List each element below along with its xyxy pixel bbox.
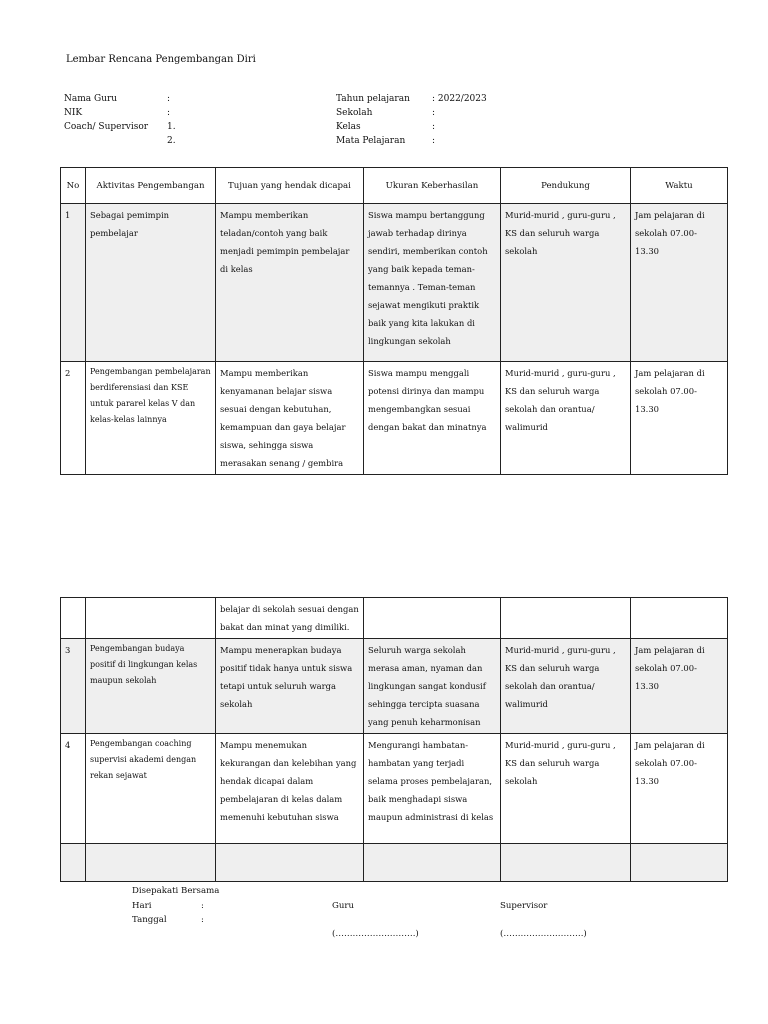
supervisor-signature-line: (……………………….)	[500, 929, 587, 939]
cell-tujuan: Mampu menemukan kekurangan dan kelebihan yang hendak dicapai dalam pembelajaran di kelas dalam memenuhi kebutuhan siswa	[216, 734, 364, 844]
header-no: No	[61, 168, 86, 204]
table-row	[61, 204, 728, 362]
cell-pendukung: Murid-murid , guru-guru , KS dan seluruh warga sekolah dan orantua/ walimurid	[501, 362, 631, 475]
hari-colon: :	[201, 901, 204, 911]
hari-label: Hari	[132, 901, 152, 911]
cell-ukuran: Siswa mampu bertanggung jawab terhadap dirinya sendiri, memberikan contoh yang baik kepada teman-temannya . Teman-teman sejawat mengikuti praktik baik yang kita lakukan di lingkungan sekolah	[364, 204, 501, 362]
value-tahun-pelajaran: : 2022/2023	[432, 94, 487, 104]
agreed-label: Disepakati Bersama	[132, 886, 220, 896]
label-nik: NIK	[64, 108, 83, 118]
tanggal-colon: :	[201, 915, 204, 925]
cell-aktivitas: Pengembangan coaching supervisi akademi dengan rekan sejawat	[86, 734, 216, 844]
cell-aktivitas: Pengembangan pembelajaran berdiferensiasi dan KSE untuk pararel kelas V dan kelas-kelas lainnya	[86, 362, 216, 475]
value-kelas: :	[432, 122, 436, 132]
document-title: Lembar Rencana Pengembangan Diri	[66, 54, 256, 65]
guru-label: Guru	[332, 901, 355, 911]
guru-signature-line: (……………………….)	[332, 929, 419, 939]
cell-aktivitas: Sebagai pemimpin pembelajar	[86, 204, 216, 362]
header-left-colons	[167, 92, 187, 148]
cell-no: 2	[61, 362, 86, 475]
cell-no: 4	[61, 734, 86, 844]
cell-tujuan-continuation: belajar di sekolah sesuai dengan bakat dan minat yang dimiliki.	[216, 598, 364, 639]
continuation-row	[61, 598, 728, 639]
table-row	[61, 734, 728, 844]
value-coach-2: 2.	[167, 136, 176, 146]
header-left-labels	[64, 92, 174, 148]
value-sekolah: :	[432, 108, 436, 118]
table-row	[61, 639, 728, 734]
header-right-values	[432, 92, 552, 148]
colon-nama-guru: :	[167, 94, 171, 104]
empty-row	[61, 844, 728, 882]
cell-aktivitas: Pengembangan budaya positif di lingkungan kelas maupun sekolah	[86, 639, 216, 734]
cell-tujuan: Mampu menerapkan budaya positif tidak hanya untuk siswa tetapi untuk seluruh warga sekolah	[216, 639, 364, 734]
cell-waktu: Jam pelajaran di sekolah 07.00- 13.30	[631, 204, 728, 362]
label-sekolah: Sekolah	[336, 108, 373, 118]
header-waktu: Waktu	[631, 168, 728, 204]
cell-pendukung: Murid-murid , guru-guru , KS dan seluruh warga sekolah dan orantua/ walimurid	[501, 639, 631, 734]
cell-waktu: Jam pelajaran di sekolah 07.00- 13.30	[631, 734, 728, 844]
cell-waktu: Jam pelajaran di sekolah 07.00- 13.30	[631, 362, 728, 475]
supervisor-label: Supervisor	[500, 901, 548, 911]
label-empty	[64, 134, 174, 148]
label-mata-pelajaran: Mata Pelajaran	[336, 136, 406, 146]
header-tujuan: Tujuan yang hendak dicapai	[216, 168, 364, 204]
cell-no: 1	[61, 204, 86, 362]
table-header-row	[61, 168, 728, 204]
colon-nik: :	[167, 108, 171, 118]
header-pendukung: Pendukung	[501, 168, 631, 204]
cell-ukuran: Siswa mampu menggali potensi dirinya dan mampu mengembangkan sesuai dengan bakat dan minatnya	[364, 362, 501, 475]
header-aktivitas: Aktivitas Pengembangan	[86, 168, 216, 204]
cell-ukuran: Seluruh warga sekolah merasa aman, nyaman dan lingkungan sangat kondusif sehingga tercipta suasana yang penuh keharmonisan	[364, 639, 501, 734]
value-coach-1: 1.	[167, 122, 176, 132]
table-row	[61, 362, 728, 475]
value-mata-pelajaran: :	[432, 136, 436, 146]
label-kelas: Kelas	[336, 122, 361, 132]
plan-table-page-1	[60, 167, 728, 475]
cell-no: 3	[61, 639, 86, 734]
header-right-labels	[336, 92, 436, 148]
plan-table-page-2	[60, 597, 728, 882]
label-coach-supervisor: Coach/ Supervisor	[64, 122, 149, 132]
header-ukuran: Ukuran Keberhasilan	[364, 168, 501, 204]
label-nama-guru: Nama Guru	[64, 94, 118, 104]
tanggal-label: Tanggal	[132, 915, 167, 925]
label-tahun-pelajaran: Tahun pelajaran	[336, 94, 410, 104]
cell-pendukung: Murid-murid , guru-guru , KS dan seluruh warga sekolah	[501, 204, 631, 362]
cell-tujuan: Mampu memberikan kenyamanan belajar siswa sesuai dengan kebutuhan, kemampuan dan gaya belajar siswa, sehingga siswa merasakan senang / gembira	[216, 362, 364, 475]
cell-waktu: Jam pelajaran di sekolah 07.00- 13.30	[631, 639, 728, 734]
cell-pendukung: Murid-murid , guru-guru , KS dan seluruh warga sekolah	[501, 734, 631, 844]
cell-tujuan: Mampu memberikan teladan/contoh yang baik menjadi pemimpin pembelajar di kelas	[216, 204, 364, 362]
cell-ukuran: Mengurangi hambatan-hambatan yang terjadi selama proses pembelajaran, baik menghadapi siswa maupun administrasi di kelas	[364, 734, 501, 844]
